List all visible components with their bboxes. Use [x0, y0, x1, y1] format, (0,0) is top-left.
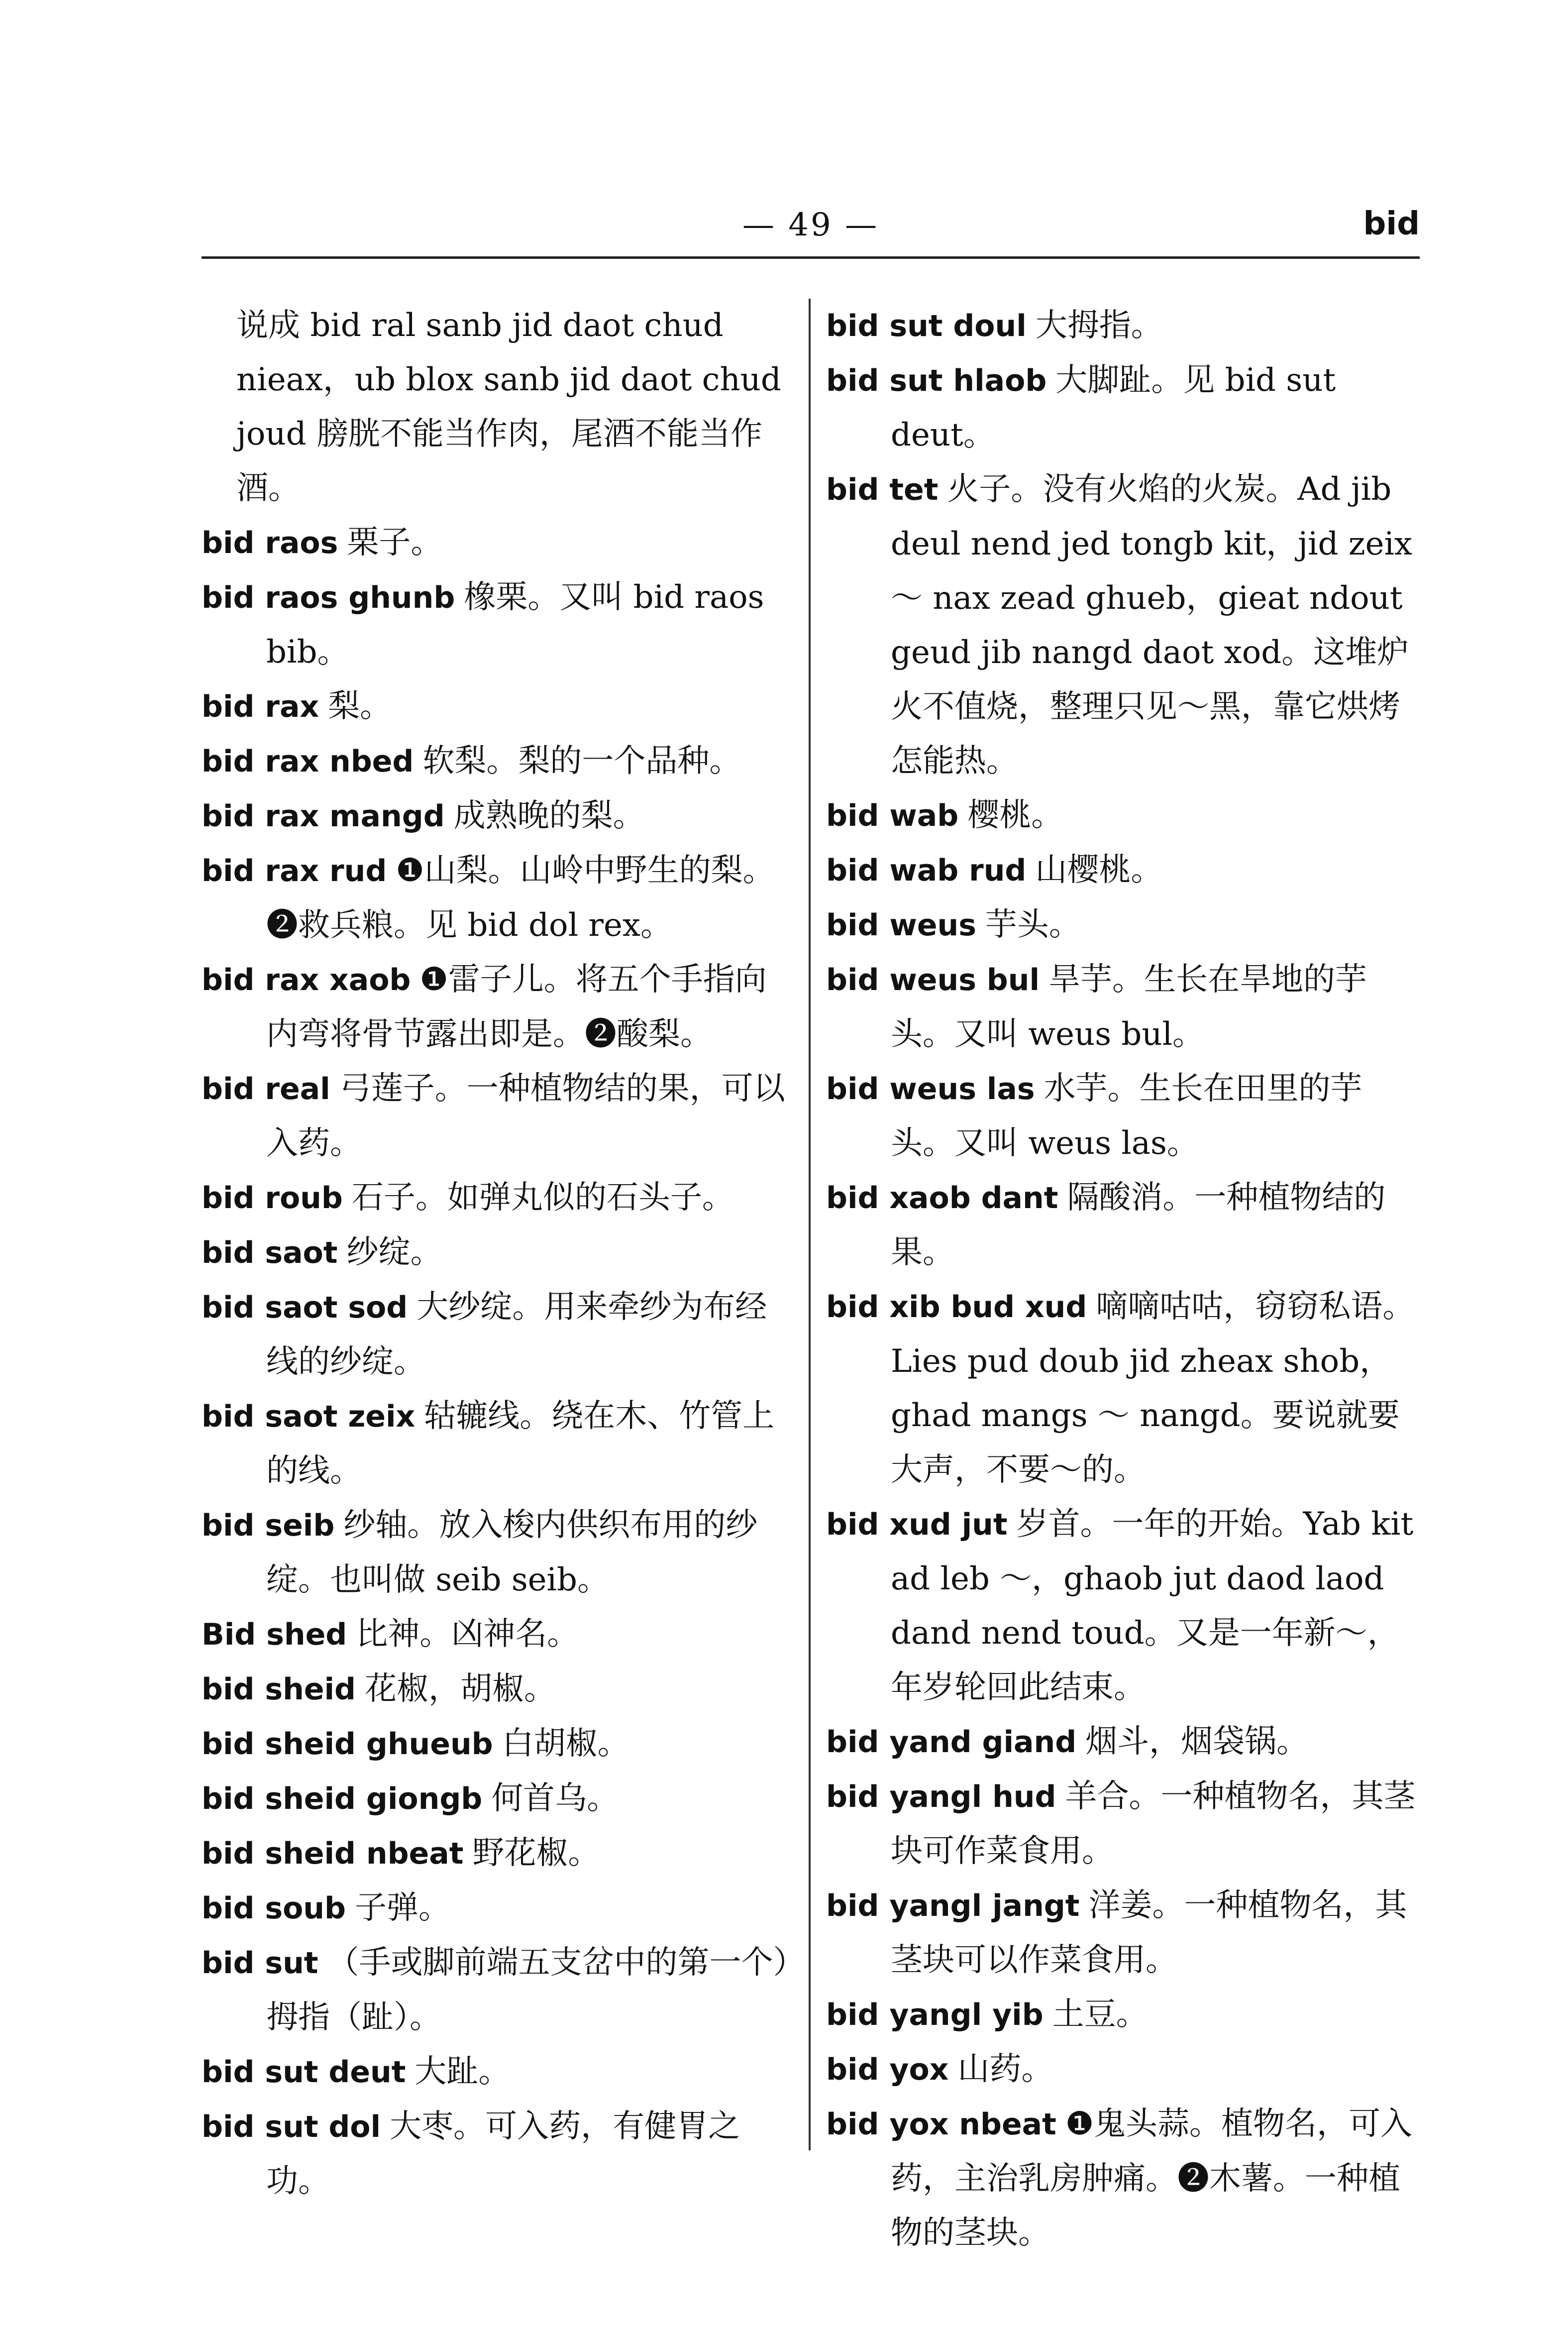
entry-definition: ❶鬼头蒜。植物名，可入药，主治乳房肿痛。❷木薯。一种植物的茎块。: [891, 2106, 1413, 2251]
entry-headword: bid seib: [202, 1508, 335, 1543]
dictionary-entry: [202, 1662, 796, 1717]
entry-definition: 野花椒。: [472, 1835, 600, 1872]
entry-headword: bid rax rud: [202, 854, 387, 889]
entry-headword: bid weus: [826, 908, 976, 943]
dictionary-entry: [202, 516, 796, 570]
entry-definition: 嘀嘀咕咕，窃窃私语。Lies pud doub jid zheax shob，ghad mangs ～ nangd。要说就要大声，不要～的。: [891, 1288, 1415, 1488]
entry-definition: 石子。如弹丸似的石头子。: [351, 1179, 734, 1216]
entry-headword: bid raos: [202, 526, 338, 560]
dictionary-entry: [826, 1715, 1421, 1770]
entry-definition: 花椒，胡椒。: [365, 1670, 556, 1707]
entry-headword: Bid shed: [202, 1617, 347, 1652]
dictionary-entry: [826, 1062, 1421, 1171]
running-head: bid: [1363, 206, 1420, 242]
entry-headword: bid sut hlaob: [826, 363, 1047, 398]
page-header: [202, 197, 1420, 259]
dictionary-entry: [826, 353, 1421, 462]
dictionary-entry: [202, 2045, 796, 2100]
entry-headword: bid sut deut: [202, 2055, 406, 2090]
entry-definition: 说成 bid ral sanb jid daot chud nieax，ub blox sanb jid daot chud joud 膀胱不能当作肉，尾酒不能当作酒。: [236, 307, 781, 507]
entry-definition: 火子。没有火焰的火炭。Ad jib deul nend jed tongb kit，jid zeix ～ nax zead ghueb，gieat ndout geud jib nangd daot xod。这堆炉火不值烧，整理只见～黑，靠它烘烤怎能热。: [891, 471, 1413, 779]
dictionary-entry: [202, 1936, 796, 2045]
dictionary-entry: [826, 2097, 1421, 2260]
entry-definition: 弓莲子。一种植物结的果，可以入药。: [266, 1070, 785, 1162]
entry-headword: bid yand giand: [826, 1725, 1077, 1760]
dictionary-entry: [202, 1772, 796, 1826]
dictionary-entry: [826, 843, 1421, 898]
entry-definition: 旱芋。生长在旱地的芋头。又叫 weus bul。: [891, 961, 1367, 1053]
entry-definition: 纱轴。放入梭内供织布用的纱绽。也叫做 seib seib。: [266, 1507, 758, 1598]
entry-headword: bid real: [202, 1072, 330, 1107]
entry-definition: 大脚趾。见 bid sut deut。: [891, 362, 1336, 453]
dictionary-entry: [826, 1879, 1421, 1988]
entry-definition: ❶山梨。山岭中野生的梨。❷救兵粮。见 bid dol rex。: [266, 852, 775, 944]
entry-headword: bid yox: [826, 2052, 949, 2087]
entry-headword: bid wab: [826, 798, 959, 833]
entry-definition: 大纱绽。用来牵纱为布经线的纱绽。: [266, 1289, 767, 1380]
dictionary-entry: [202, 570, 796, 679]
dictionary-entry: [202, 2100, 796, 2209]
entry-headword: bid sheid nbeat: [202, 1836, 464, 1871]
entry-headword: bid saot sod: [202, 1290, 408, 1325]
entry-definition: 成熟晚的梨。: [453, 797, 645, 834]
entry-definition: 大拇指。: [1035, 307, 1163, 344]
entry-definition: 梨。: [328, 688, 392, 725]
entry-definition: 樱桃。: [967, 797, 1063, 834]
dictionary-entry: [202, 1826, 796, 1881]
entry-headword: bid sut doul: [826, 309, 1027, 343]
dictionary-entry: [826, 1988, 1421, 2042]
entry-headword: bid rax xaob: [202, 963, 411, 998]
entry-headword: bid wab rud: [826, 853, 1027, 888]
entry-headword: bid yox nbeat: [826, 2107, 1056, 2142]
right-column: [826, 299, 1421, 2260]
entry-headword: bid roub: [202, 1181, 343, 1216]
entry-definition: 水芋。生长在田里的芋头。又叫 weus las。: [891, 1070, 1362, 1162]
entry-headword: bid yangl yib: [826, 1998, 1044, 2032]
entry-definition: 芋头。: [985, 906, 1081, 943]
entry-definition: 洋姜。一种植物名，其茎块可以作菜食用。: [891, 1887, 1407, 1979]
entry-definition: 大趾。: [415, 2053, 511, 2090]
entry-definition: （手或脚前端五支岔中的第一个）拇指（趾）。: [266, 1944, 789, 2036]
entry-headword: bid rax mangd: [202, 799, 445, 834]
dictionary-entry: [826, 1770, 1421, 1879]
entry-definition: 橡栗。又叫 bid raos bib。: [266, 579, 764, 670]
entry-definition: 软梨。梨的一个品种。: [422, 743, 741, 779]
entry-definition: 白胡椒。: [502, 1725, 629, 1762]
entry-headword: bid rax: [202, 689, 319, 724]
dictionary-entry: [202, 844, 796, 953]
dictionary-entry: [826, 1280, 1421, 1497]
column-divider: [809, 299, 811, 2150]
dictionary-entry: [202, 1062, 796, 1171]
dictionary-entry: [826, 953, 1421, 1062]
entry-headword: bid yangl jangt: [826, 1889, 1080, 1923]
entry-definition: 羊合。一种植物名，其茎块可作菜食用。: [891, 1778, 1416, 1870]
entry-definition: 山樱桃。: [1035, 852, 1163, 889]
dictionary-entry: [202, 299, 796, 516]
entry-definition: 子弹。: [354, 1889, 450, 1926]
entry-headword: bid sheid giongb: [202, 1781, 483, 1816]
entry-headword: bid raos ghunb: [202, 580, 455, 615]
dictionary-entry: [826, 1171, 1421, 1280]
entry-headword: bid weus bul: [826, 963, 1040, 998]
entry-headword: bid xib bud xud: [826, 1290, 1087, 1325]
entry-definition: 大枣。可入药，有健胃之功。: [266, 2108, 740, 2200]
dictionary-entry: [202, 1498, 796, 1607]
entry-headword: bid tet: [826, 472, 939, 507]
entry-definition: 岁首。一年的开始。Yab kit ad leb ～，ghaob jut daod laod dand nend toud。又是一年新～，年岁轮回此结束。: [891, 1506, 1414, 1706]
dictionary-entry: [202, 1607, 796, 1662]
entry-headword: bid yangl hud: [826, 1779, 1056, 1814]
dictionary-entry: [202, 1717, 796, 1772]
dictionary-entry: [202, 953, 796, 1062]
entry-headword: bid xud jut: [826, 1507, 1008, 1542]
left-column: [202, 299, 796, 2209]
entry-definition: 轱辘线。绕在木、竹管上的线。: [266, 1398, 775, 1489]
page-number: — 49 —: [742, 207, 879, 243]
dictionary-entry: [202, 1881, 796, 1936]
entry-definition: 土豆。: [1052, 1996, 1148, 2033]
dictionary-entry: [826, 898, 1421, 953]
entry-headword: bid sut dol: [202, 2110, 381, 2144]
entry-headword: bid saot: [202, 1235, 338, 1270]
dictionary-entry: [826, 2042, 1421, 2097]
entry-headword: bid sheid ghueub: [202, 1727, 493, 1762]
dictionary-entry: [202, 789, 796, 844]
dictionary-entry: [202, 679, 796, 734]
dictionary-entry: [826, 299, 1421, 353]
entry-headword: bid xaob dant: [826, 1181, 1058, 1216]
dictionary-entry: [202, 734, 796, 789]
entry-headword: bid soub: [202, 1891, 346, 1926]
dictionary-entry: [826, 788, 1421, 843]
dictionary-entry: [202, 1225, 796, 1280]
dictionary-entry: [202, 1171, 796, 1225]
entry-definition: 隔酸消。一种植物结的果。: [891, 1179, 1386, 1271]
entry-definition: 何首乌。: [491, 1780, 619, 1817]
entry-headword: bid sheid: [202, 1672, 356, 1707]
entry-headword: bid weus las: [826, 1072, 1035, 1107]
entry-headword: bid saot zeix: [202, 1399, 416, 1434]
entry-definition: 比神。凶神名。: [356, 1616, 579, 1653]
dictionary-entry: [202, 1389, 796, 1498]
dictionary-entry: [826, 462, 1421, 788]
entry-definition: 栗子。: [347, 524, 443, 561]
entry-definition: 山药。: [957, 2051, 1053, 2088]
entry-definition: 纱绽。: [346, 1234, 442, 1271]
entry-definition: 烟斗，烟袋锅。: [1085, 1723, 1309, 1760]
entry-definition: ❶雷子儿。将五个手指向内弯将骨节露出即是。❷酸梨。: [266, 961, 767, 1053]
entry-headword: bid sut: [202, 1946, 318, 1981]
entry-headword: bid rax nbed: [202, 744, 414, 779]
dictionary-entry: [202, 1280, 796, 1389]
dictionary-entry: [826, 1497, 1421, 1715]
